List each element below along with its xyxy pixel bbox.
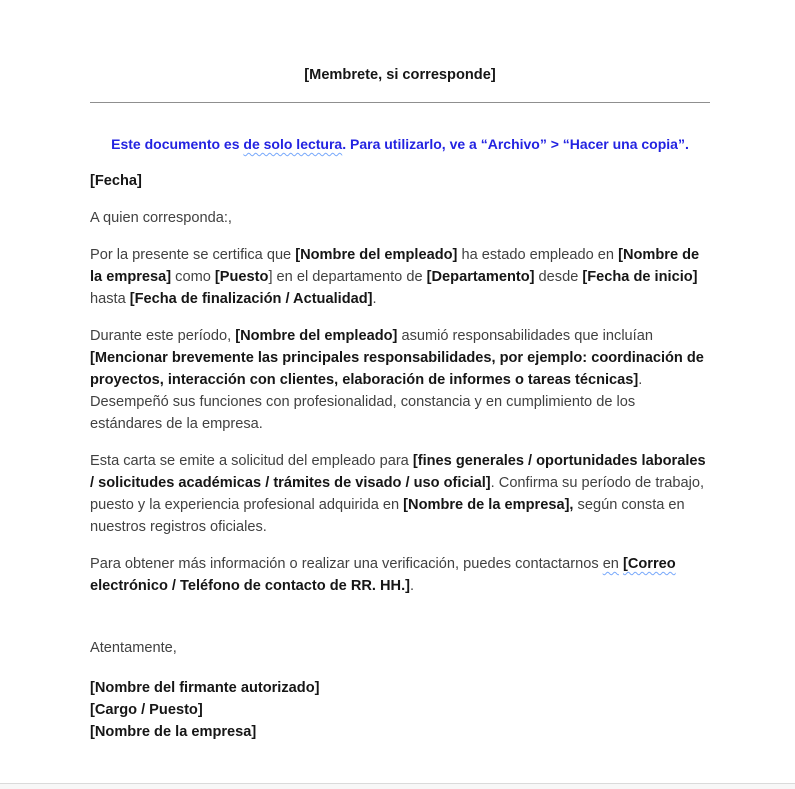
text-run: . Confirma su período de trabajo, puesto y la experiencia profesional adquirida en (90, 475, 705, 513)
date-placeholder (90, 170, 710, 192)
text-run: electrónico / Teléfono de contacto de RR. HH.] (90, 578, 411, 594)
text-run: Para obtener más información o realizar una verificación, puedes contactarnos (90, 556, 603, 572)
signature-name (90, 677, 710, 699)
text-run: como (171, 269, 215, 285)
closing (90, 637, 710, 659)
read-only-notice (68, 133, 732, 155)
text-run: desde (534, 269, 583, 285)
paragraph-responsibilities (90, 325, 710, 435)
text-run: [Correo (622, 556, 676, 572)
text-run: [Nombre del empleado] (235, 328, 398, 344)
text-run: asumió responsabilidades que incluían (397, 328, 653, 344)
paragraph-purpose (90, 450, 710, 538)
text-run: . Para utilizarlo, ve a “Archivo” > “Hacer una copia”. (342, 136, 689, 152)
signature-role (90, 699, 710, 721)
text-run: [Departamento] (426, 269, 535, 285)
text-run: [Cargo / Puesto] (90, 702, 203, 718)
text-run: [Fecha de finalización / Actualidad] (129, 291, 373, 307)
text-run: A quien corresponda:, (90, 210, 232, 226)
text-run: [Puesto (214, 269, 269, 285)
text-run: [Nombre de la empresa], (403, 497, 574, 513)
letterhead-divider (90, 102, 710, 103)
text-run: según consta en nuestros registros oficiales. (90, 497, 685, 535)
paragraph-employment-certification (90, 244, 710, 310)
text-run: [Fecha] (90, 173, 142, 189)
paragraph-contact (90, 553, 710, 597)
text-run: . (410, 578, 415, 594)
text-run: [Nombre del firmante autorizado] (90, 680, 320, 696)
text-run: en (602, 556, 619, 572)
page-bottom-edge (0, 783, 795, 789)
text-run: [Nombre del empleado] (295, 247, 458, 263)
text-run: [Nombre de la empresa] (90, 247, 700, 285)
text-run: Este documento es (111, 136, 244, 152)
signature-block (90, 677, 710, 743)
text-run: . Desempeñó sus funciones con profesionalidad, constancia y en cumplimiento de los estándares de la empresa. (90, 372, 643, 432)
text-run: de solo lectura (243, 136, 343, 152)
text-run: hasta (90, 291, 130, 307)
text-run: Durante este período, (90, 328, 236, 344)
text-run: [Mencionar brevemente las principales responsabilidades, por ejemplo: coordinación de proyectos, interacción con clientes, elaboración de informes o tareas técnicas] (90, 350, 704, 388)
text-run: Atentamente, (90, 640, 177, 656)
text-run: Esta carta se emite a solicitud del empleado para (90, 453, 413, 469)
text-run: Por la presente se certifica que (90, 247, 296, 263)
text-run: [Nombre de la empresa] (90, 724, 257, 740)
salutation (90, 207, 710, 229)
text-run: ] en el departamento de (268, 269, 427, 285)
text-run: [fines generales / oportunidades laborales / solicitudes académicas / trámites de visado / uso oficial] (90, 453, 706, 491)
text-run: ha estado empleado en (457, 247, 619, 263)
letterhead-title: [Membrete, si corresponde] (304, 67, 496, 83)
text-run: [Fecha de inicio] (582, 269, 698, 285)
text-run: . (372, 291, 377, 307)
signature-company (90, 721, 710, 743)
